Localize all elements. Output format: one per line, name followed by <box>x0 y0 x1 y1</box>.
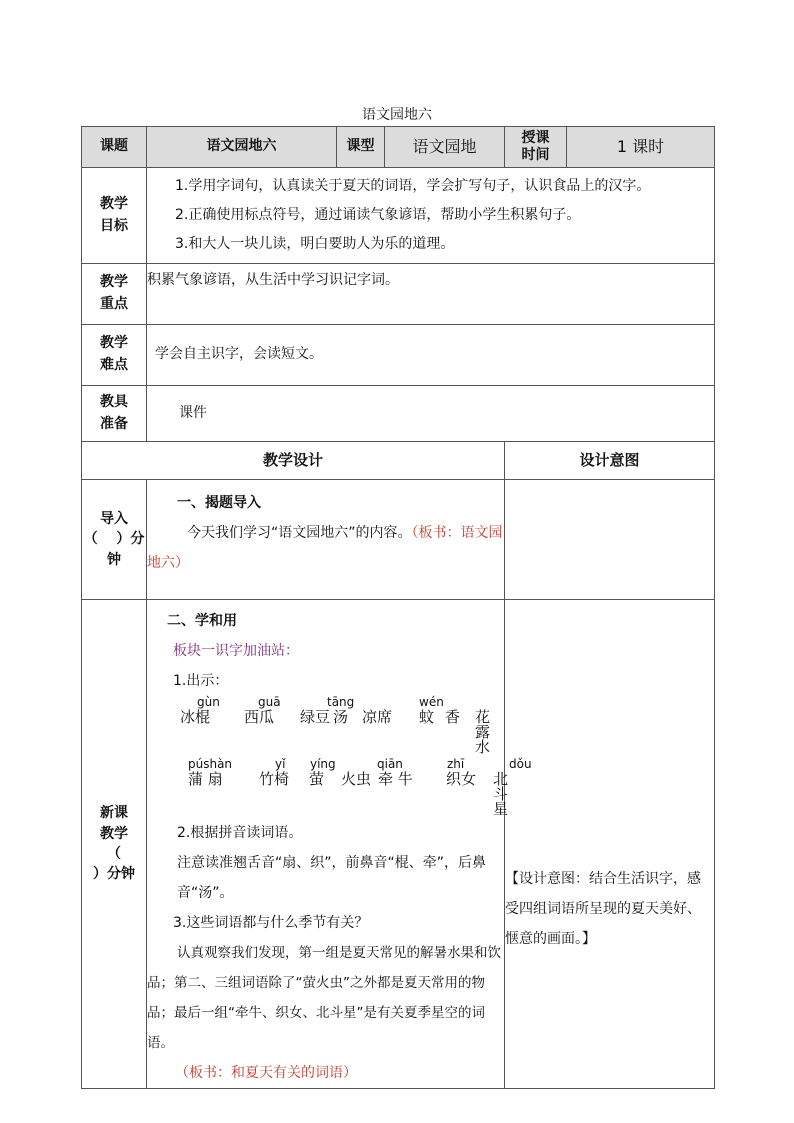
type-label: 课型 <box>337 127 385 168</box>
explanation-paragraph: 认真观察我们发现，第一组是夏天常见的解暑水果和饮品；第二、三组词语除了“萤火虫”之外都是夏天常用的物品；最后一组“牵牛、织女、北斗星”是有关夏季星空的词语。 <box>147 945 501 1051</box>
intro-text: 今天我们学习“语文园地六”的内容。 <box>187 525 412 541</box>
intro-heading: 一、揭题导入 <box>177 495 261 511</box>
document-title: 语文园地六 <box>362 107 432 123</box>
word: 北斗星 <box>493 770 509 818</box>
lesson-plan-table <box>81 126 715 1089</box>
topic-value: 语文园地六 <box>147 127 337 168</box>
word: 冰棍 <box>180 708 211 726</box>
design-header-right: 设计意图 <box>505 442 715 480</box>
pinyin: dǒu <box>509 757 532 771</box>
key-text: 积累气象谚语，从生活中学习识记字词。 <box>147 264 715 325</box>
word: 绿豆 <box>300 708 331 726</box>
difficulty-text: 学会自主识字，会读短文。 <box>147 325 715 386</box>
newlesson-label: 新课 教学 （ ）分钟 <box>82 600 147 1089</box>
pinyin: wén <box>419 695 444 709</box>
goals-label: 教学 目标 <box>82 168 147 264</box>
word: 织女 <box>446 770 477 788</box>
tools-text: 课件 <box>147 386 715 442</box>
pinyin: zhī <box>447 757 465 771</box>
goal-item: 2.正确使用标点符号，通过诵读气象谚语，帮助小学生积累句子。 <box>175 207 581 223</box>
pinyin: qiān <box>377 757 403 771</box>
goal-item: 1.学用字词句，认真读关于夏天的词语，学会扩写句子，认识食品上的汉字。 <box>175 178 651 194</box>
design-header-row <box>82 442 715 480</box>
pinyin: guā <box>258 695 281 709</box>
goals-content <box>147 168 715 264</box>
word: 西瓜 <box>244 708 275 726</box>
difficulty-label: 教学 难点 <box>82 325 147 386</box>
word: 蚊 <box>419 708 435 726</box>
key-label: 教学 重点 <box>82 264 147 325</box>
step-3: 3.这些词语都与什么季节有关？ <box>173 915 369 931</box>
step-2: 2.根据拼音读词语。 <box>177 825 303 841</box>
goals-row <box>82 168 715 264</box>
word: 竹椅 <box>259 770 290 788</box>
newlesson-row <box>82 600 715 1089</box>
word: 萤 <box>309 770 325 788</box>
topic-label: 课题 <box>82 127 147 168</box>
word: 汤 <box>333 708 349 726</box>
goal-item: 3.和大人一块儿读，明白要助人为乐的道理。 <box>175 236 455 252</box>
block-title: 板块一识字加油站： <box>173 643 299 659</box>
intro-intent <box>505 480 715 600</box>
time-label: 授课 时间 <box>505 127 567 168</box>
word: 香 <box>445 708 461 726</box>
intro-board-note: （板书：语文园地六） <box>147 525 503 571</box>
pinyin: púshàn <box>188 757 233 771</box>
intro-label: 导入 （ ）分 钟 <box>82 480 147 600</box>
difficulty-row <box>82 325 715 386</box>
word-row-1 <box>147 696 504 758</box>
word: 花露水 <box>475 708 491 756</box>
intro-content <box>147 480 505 600</box>
key-row <box>82 264 715 325</box>
word: 火虫 <box>341 770 372 788</box>
time-value: 1 课时 <box>567 127 715 168</box>
intro-row <box>82 480 715 600</box>
header-row <box>82 127 715 168</box>
tools-label: 教具 准备 <box>82 386 147 442</box>
board-note: （板书：和夏天有关的词语） <box>175 1065 357 1081</box>
pronunciation-note: 注意读准翘舌音“扇、织”，前鼻音“棍、牵”，后鼻音“汤”。 <box>177 855 487 901</box>
word: 凉席 <box>362 708 393 726</box>
pinyin: gùn <box>197 695 220 709</box>
word: 蒲 扇 <box>188 770 223 788</box>
design-header-left: 教学设计 <box>82 442 505 480</box>
type-value: 语文园地 <box>385 127 505 168</box>
pinyin: yíng <box>310 757 336 771</box>
newlesson-content <box>147 600 532 1089</box>
pinyin: yǐ <box>275 757 286 771</box>
show-step: 1.出示： <box>173 673 229 689</box>
pinyin: tāng <box>327 695 355 709</box>
word-row-2 <box>147 757 532 818</box>
newlesson-intent: 【设计意图：结合生活识字，感 受四组词语所呈现的夏天美好、惬意的画面。】 <box>505 600 715 1089</box>
tools-row <box>82 386 715 442</box>
newlesson-heading: 二、学和用 <box>167 613 237 629</box>
word: 牵 牛 <box>378 770 413 788</box>
